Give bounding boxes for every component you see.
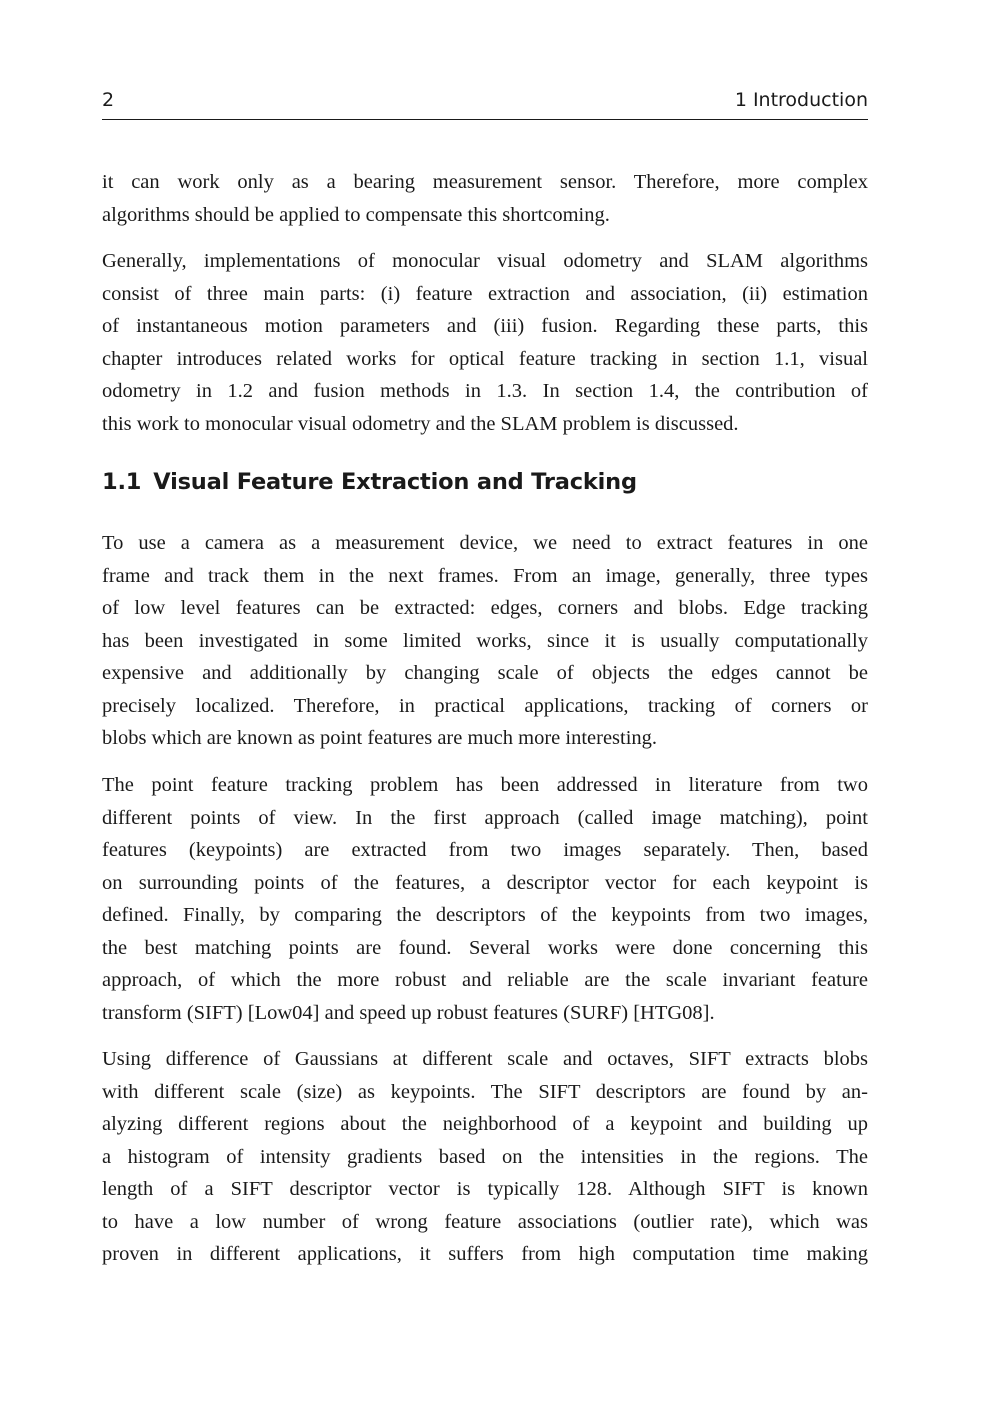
- section-heading: [102, 469, 637, 495]
- text-line: blobs which are known as point features are much more interesting.: [102, 727, 658, 749]
- text-line: odometry in 1.2 and fusion methods in 1.3. In section 1.4, the contribution of: [102, 380, 868, 402]
- page-number: 2: [102, 89, 115, 111]
- chapter-title: 1 Introduction: [734, 89, 868, 111]
- running-header: [102, 88, 868, 120]
- text-line: The point feature tracking problem has been addressed in literature from two: [102, 774, 868, 796]
- text-line: Using difference of Gaussians at different scale and octaves, SIFT extracts blobs: [102, 1048, 868, 1070]
- text-line: the best matching points are found. Several works were done concerning this: [102, 936, 868, 959]
- text-line: of instantaneous motion parameters and (iii) fusion. Regarding these parts, this: [102, 315, 868, 337]
- text-line: features (keypoints) are extracted from two images separately. Then, based: [102, 839, 868, 861]
- text-line: to have a low number of wrong feature associations (outlier rate), which was: [102, 1210, 868, 1233]
- text-line: proven in different applications, it suffers from high computation time making: [102, 1243, 868, 1265]
- text-line: a histogram of intensity gradients based on the intensities in the regions. The: [102, 1145, 868, 1168]
- paragraph-chapter-overview: [102, 245, 868, 440]
- text-line: expensive and additionally by changing scale of objects the edges cannot be: [102, 662, 868, 684]
- text-line: it can work only as a bearing measurement sensor. Therefore, more complex: [102, 171, 868, 193]
- text-line: defined. Finally, by comparing the descriptors of the keypoints from two images,: [102, 904, 868, 926]
- text-line: with different scale (size) as keypoints. The SIFT descriptors are found by an-: [102, 1080, 868, 1103]
- text-line: this work to monocular visual odometry and the SLAM problem is discussed.: [102, 412, 739, 435]
- section-number: 1.1: [102, 469, 142, 495]
- text-line: frame and track them in the next frames. From an image, generally, three types: [102, 564, 868, 587]
- paragraph-point-tracking: [102, 769, 868, 1029]
- text-line: precisely localized. Therefore, in practical applications, tracking of corners or: [102, 694, 868, 717]
- paragraph-sift: [102, 1043, 868, 1271]
- text-line: chapter introduces related works for optical feature tracking in section 1.1, visual: [102, 347, 868, 370]
- text-line: different points of view. In the first approach (called image matching), point: [102, 806, 868, 829]
- text-line: consist of three main parts: (i) feature extraction and association, (ii) estimation: [102, 282, 868, 305]
- text-line: Generally, implementations of monocular visual odometry and SLAM algorithms: [102, 250, 868, 272]
- text-line: transform (SIFT) [Low04] and speed up robust features (SURF) [HTG08].: [102, 1001, 715, 1024]
- text-line: approach, of which the more robust and reliable are the scale invariant feature: [102, 969, 868, 991]
- paragraph-continuation: [102, 166, 868, 231]
- text-line: To use a camera as a measurement device, we need to extract features in one: [102, 532, 868, 554]
- paragraph-feature-types: [102, 527, 868, 755]
- text-line: on surrounding points of the features, a descriptor vector for each keypoint is: [102, 871, 868, 894]
- text-line: of low level features can be extracted: edges, corners and blobs. Edge tracking: [102, 597, 868, 619]
- text-line: has been investigated in some limited works, since it is usually computationally: [102, 629, 868, 652]
- text-line: algorithms should be applied to compensate this shortcoming.: [102, 203, 610, 226]
- text-line: length of a SIFT descriptor vector is typically 128. Although SIFT is known: [102, 1178, 868, 1200]
- text-line: alyzing different regions about the neighborhood of a keypoint and building up: [102, 1113, 868, 1135]
- section-title: Visual Feature Extraction and Tracking: [153, 469, 637, 495]
